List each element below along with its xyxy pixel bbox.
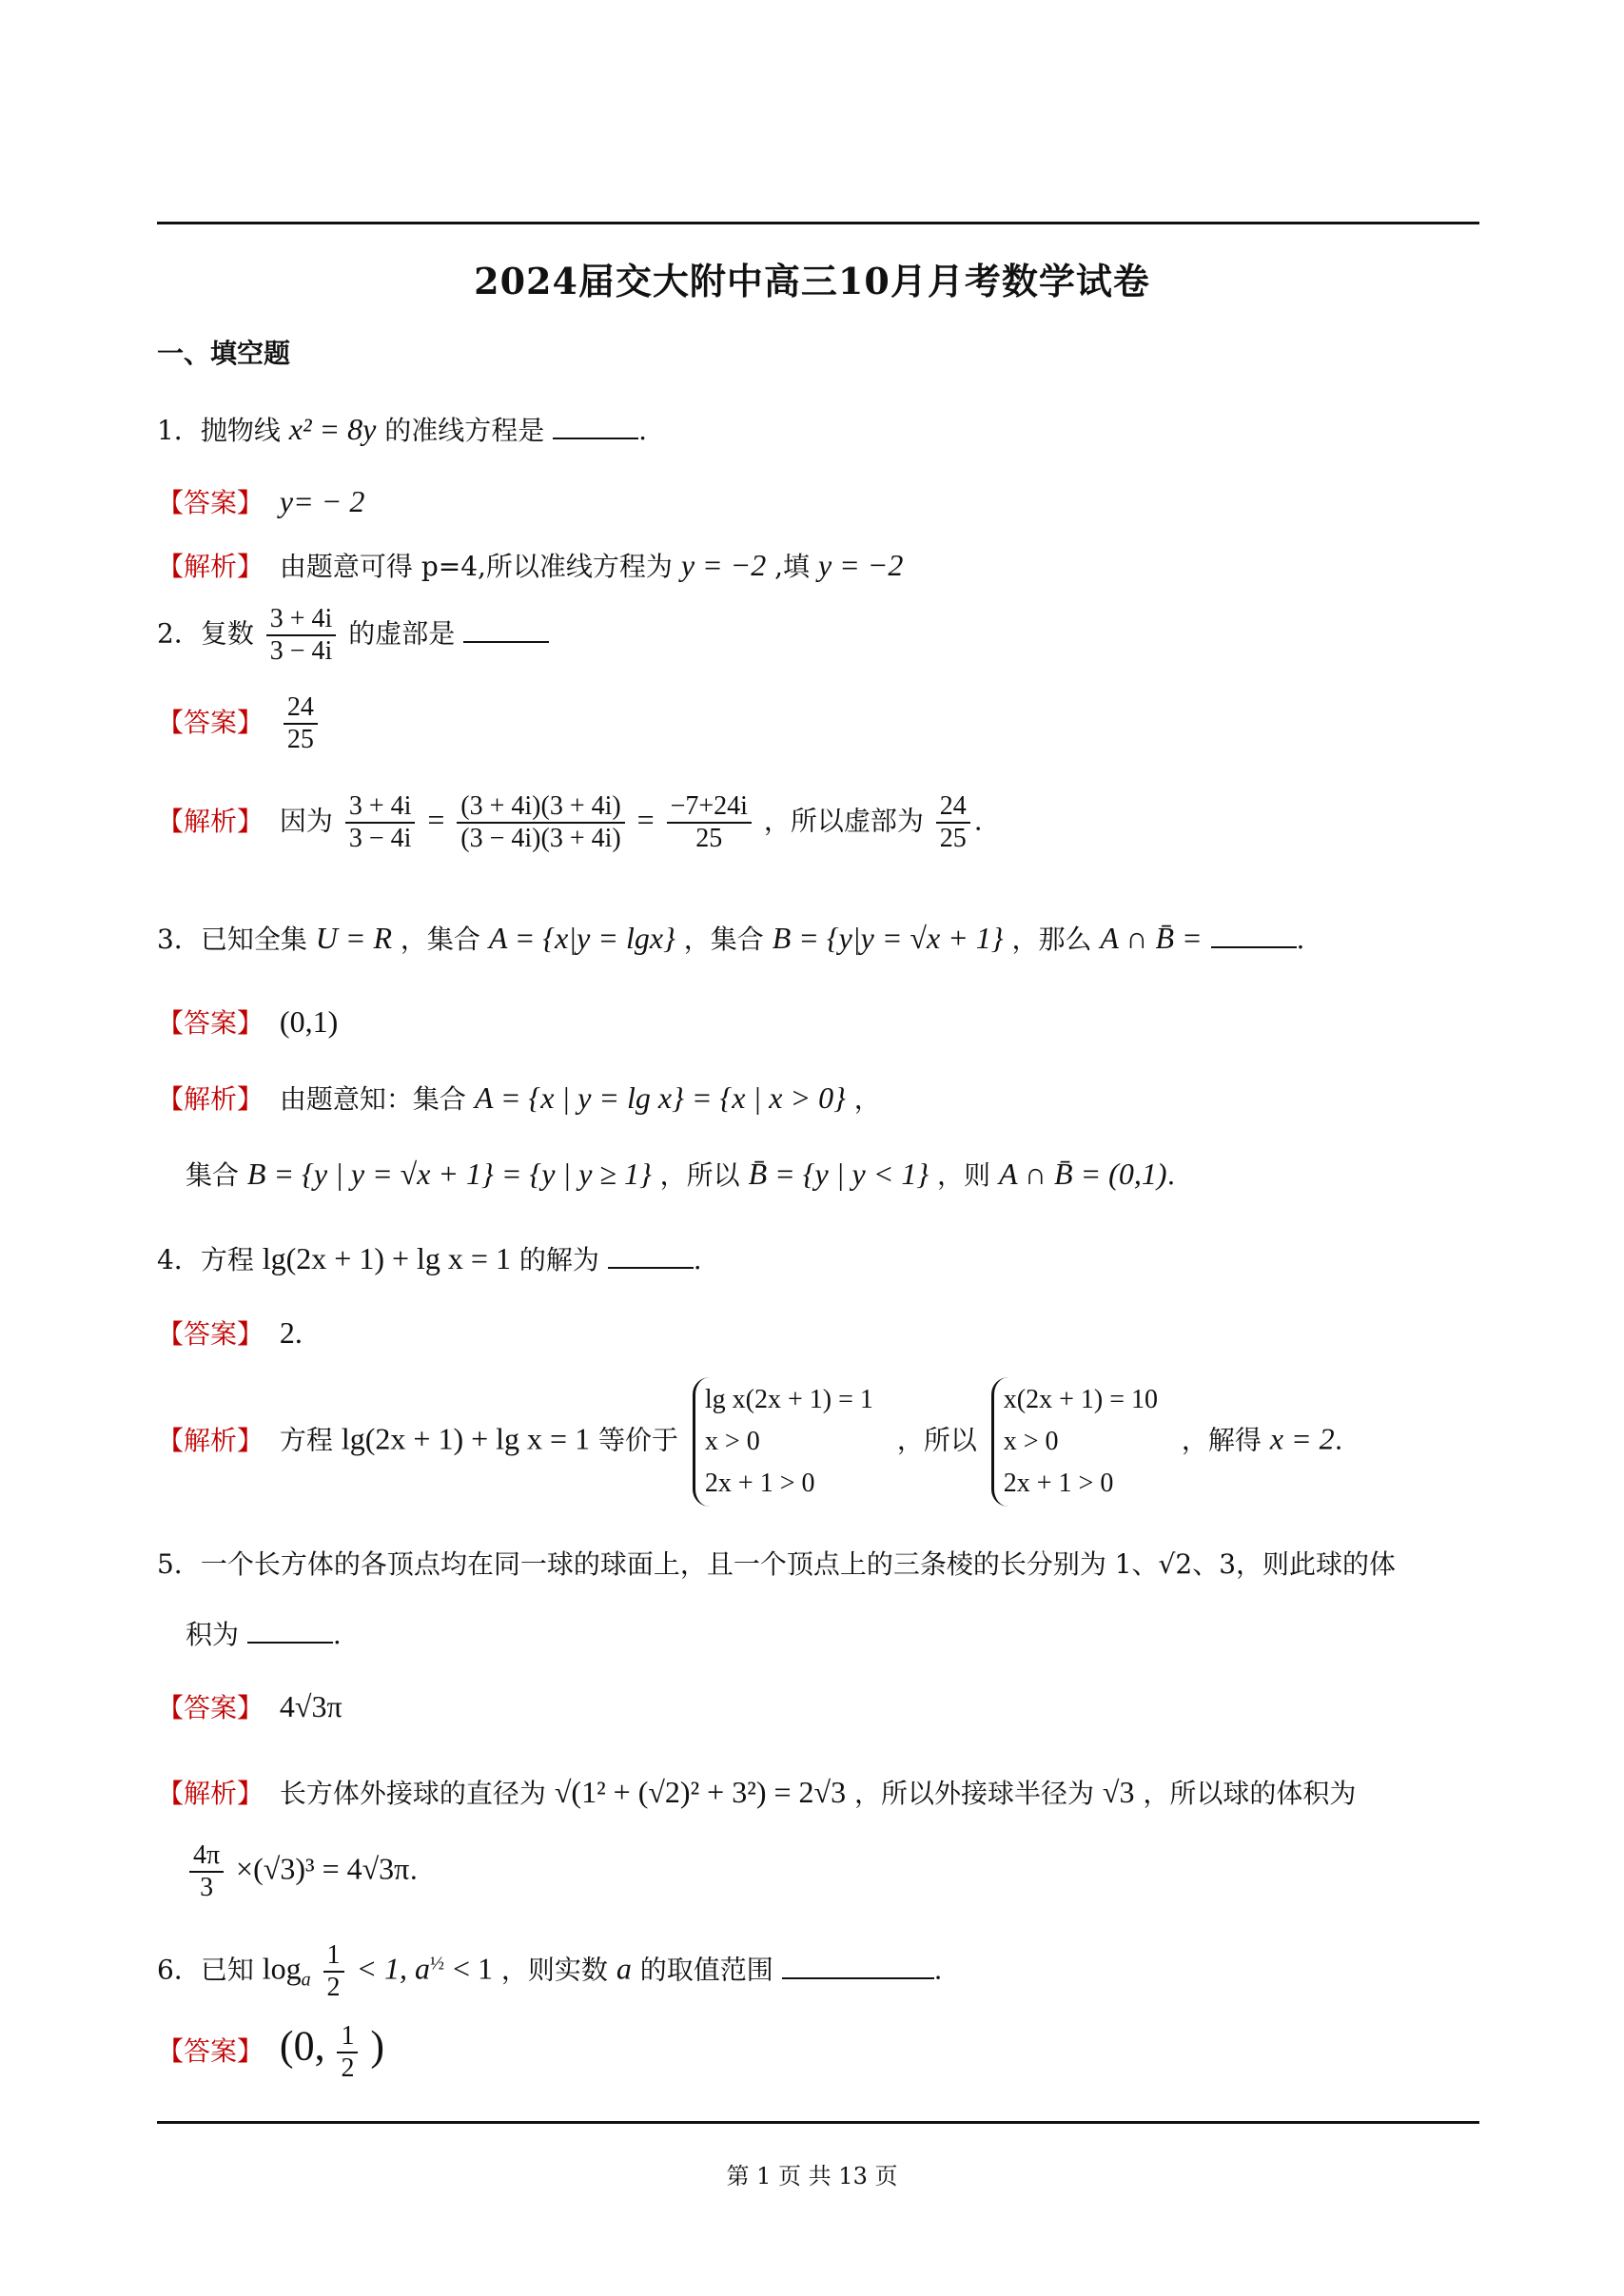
q1-analysis <box>157 547 903 583</box>
q5-analysis-m1: √(1² + (√2)² + 3²) = 2√3 <box>554 1775 847 1809</box>
frac-den: 2 <box>341 2053 355 2084</box>
q4-text-a: 4．方程 <box>157 1244 254 1275</box>
q2-text-a: 2．复数 <box>157 617 254 650</box>
frac-den: 25 <box>695 824 723 854</box>
q4-analysis-a: 方程 <box>279 1424 333 1456</box>
q6-text-b: ，则实数 <box>500 1954 608 1986</box>
q5-line1: 5．一个长方体的各顶点均在同一球的球面上，且一个顶点上的三条棱的长分别为 1、√2、3，则此球的体 <box>157 1548 1397 1580</box>
q6-blank <box>782 1949 934 1979</box>
q3-analysis-line2 <box>186 1156 1175 1192</box>
frac-den: (3 − 4i)(3 + 4i) <box>460 824 621 854</box>
question-5-line2 <box>186 1613 342 1651</box>
q4-end2: . <box>1334 1424 1343 1456</box>
q4-analysis-m1: lg(2x + 1) + lg x = 1 <box>341 1421 591 1456</box>
q3-line2-m1: B = {y | y = √x + 1} = {y | y ≥ 1} <box>246 1157 652 1191</box>
q5-answer-value: 4√3π <box>279 1689 342 1723</box>
system-row: 2x + 1 > 0 <box>704 1469 815 1498</box>
q5-analysis-line2 <box>186 1840 418 1903</box>
analysis-tag: 【解析】 <box>157 805 264 837</box>
q5-line2-frac <box>189 1840 224 1903</box>
q1-answer-value: y= − 2 <box>279 484 365 518</box>
q2-frac-den: 3 − 4i <box>269 636 333 667</box>
q2-answer <box>157 692 322 755</box>
answer-tag: 【答案】 <box>157 706 264 738</box>
q2-analysis-frac-3 <box>667 791 752 854</box>
question-3 <box>157 918 1304 956</box>
answer-tag: 【答案】 <box>157 1007 264 1039</box>
frac-num: 1 <box>337 2021 358 2053</box>
q3-blank <box>1211 918 1297 948</box>
frac-num: 4π <box>189 1840 224 1873</box>
q1-analysis-m1: y = −2 <box>680 548 767 582</box>
q3-m1: U = R <box>315 921 392 955</box>
footer-rule <box>157 2121 1479 2124</box>
q2-analysis-frac-4 <box>936 791 970 854</box>
q3-analysis-m1: A = {x | y = lg x} = {x | x > 0} <box>474 1080 846 1115</box>
q5-analysis-c: ，所以球的体积为 <box>1143 1778 1357 1809</box>
q3-line2-c: ，则 <box>937 1159 991 1191</box>
q4-text-b: 的解为 <box>519 1244 599 1275</box>
q1-analysis-m2: y = −2 <box>817 548 904 582</box>
frac-num: 3 + 4i <box>345 791 416 824</box>
answer-tag: 【答案】 <box>157 487 264 518</box>
analysis-tag: 【解析】 <box>157 1083 264 1115</box>
q4-end: . <box>693 1244 702 1275</box>
q2-analysis-b: ，所以虚部为 <box>763 805 924 837</box>
q4-answer <box>157 1314 303 1351</box>
q3-line2-a: 集合 <box>186 1159 240 1191</box>
q2-answer-frac <box>284 692 318 755</box>
q6-frac <box>323 1940 344 2003</box>
q6-m2: a <box>616 1951 632 1986</box>
q3-answer <box>157 1003 338 1040</box>
q1-answer <box>157 483 364 519</box>
q6-answer-a: (0, <box>279 2022 325 2070</box>
q1-text-b: 的准线方程是 <box>384 415 545 446</box>
q1-analysis-b: ,填 <box>774 551 811 582</box>
q5-analysis <box>157 1774 1356 1810</box>
answer-tag: 【答案】 <box>157 2034 264 2067</box>
analysis-tag: 【解析】 <box>157 1778 264 1809</box>
q6-answer-frac <box>337 2021 358 2084</box>
q2-blank <box>463 613 549 643</box>
system-row: x(2x + 1) = 10 <box>1003 1385 1158 1414</box>
section-heading: 一、填空题 <box>157 338 291 369</box>
q1-text-a: 1．抛物线 <box>157 415 281 446</box>
q6-log-base: a <box>301 1969 311 1991</box>
question-6 <box>157 1940 943 2003</box>
q6-log: log <box>262 1951 302 1986</box>
q3-end: . <box>1296 924 1305 955</box>
q6-answer-b: ) <box>370 2022 385 2070</box>
frac-den: 25 <box>939 824 967 854</box>
q3-analysis-b: ， <box>853 1083 881 1115</box>
question-4 <box>157 1238 702 1276</box>
q1-blank <box>553 409 638 439</box>
q6-m1b: < 1, a <box>356 1951 431 1986</box>
q3-answer-value: (0,1) <box>279 1004 339 1039</box>
q6-end: . <box>933 1954 943 1986</box>
q4-analysis-c: ，所以 <box>896 1424 977 1456</box>
q2-answer-num: 24 <box>284 692 318 725</box>
q1-end: . <box>638 415 648 446</box>
q5-line2: 积为 <box>186 1619 240 1650</box>
answer-tag: 【答案】 <box>157 1692 264 1723</box>
q4-analysis <box>157 1377 1343 1507</box>
q2-analysis-frac-1 <box>345 791 416 854</box>
page-title: 2024届交大附中高三10月月考数学试卷 <box>474 260 1150 302</box>
frac-den: 3 <box>200 1873 214 1903</box>
q5-answer <box>157 1688 342 1724</box>
frac-num: 24 <box>936 791 970 824</box>
frac-num: −7+24i <box>667 791 752 824</box>
system-row: lg x(2x + 1) = 1 <box>704 1385 873 1414</box>
q5-line2-m: ×(√3)³ = 4√3π <box>236 1851 410 1886</box>
q2-analysis: 【解析】 因为 $\frac{3 + 4i}{3 - 4i}$ = $\frac{(3 + 4i)(3 + 4i)}{(3 - 4i)(3 + 4i)}$ = $\frac{-7+24i}{25}$ ，所以虚部为 $\frac{24}{25}$ . <box>157 791 983 854</box>
q3-line2-b: ，所以 <box>659 1159 740 1191</box>
q3-analysis <box>157 1080 881 1116</box>
frac-den: 2 <box>326 1973 341 2003</box>
question-2 <box>157 604 549 667</box>
q4-analysis-b: 等价于 <box>597 1424 678 1456</box>
header-rule <box>157 222 1479 224</box>
q6-m1c: < 1 <box>452 1951 493 1986</box>
q2-analysis-a: 因为 <box>279 805 333 837</box>
system-row: x > 0 <box>704 1427 760 1456</box>
q3-line2-m2: B̄ = {y | y < 1} <box>748 1157 929 1191</box>
q3-text-c: ，集合 <box>683 924 764 955</box>
analysis-tag: 【解析】 <box>157 551 264 582</box>
q6-text-c: 的取值范围 <box>639 1954 773 1986</box>
analysis-tag: 【解析】 <box>157 1424 264 1456</box>
frac-num: 1 <box>323 1940 344 1973</box>
q5-analysis-a: 长方体外接球的直径为 <box>279 1778 546 1809</box>
q2-analysis-frac-2 <box>457 791 624 854</box>
system-row: 2x + 1 > 0 <box>1003 1469 1114 1498</box>
q2-answer-den: 25 <box>286 725 314 755</box>
q3-line2-m3: A ∩ B̄ = (0,1) <box>998 1157 1167 1191</box>
q3-m4: A ∩ B̄ = <box>1100 921 1203 955</box>
q5-blank <box>247 1613 333 1644</box>
q1-analysis-a: 由题意可得 p=4,所以准线方程为 <box>279 551 673 582</box>
question-1 <box>157 409 647 447</box>
q4-system-2 <box>991 1377 1167 1507</box>
answer-tag: 【答案】 <box>157 1318 264 1350</box>
q4-answer-value: 2. <box>279 1315 303 1350</box>
q4-system-1 <box>693 1377 883 1507</box>
question-5 <box>157 1548 1396 1581</box>
frac-den: 3 − 4i <box>348 824 412 854</box>
q5-end: . <box>332 1619 342 1650</box>
q3-m3: B = {y|y = √x + 1} <box>772 921 1004 955</box>
q4-analysis-d: ，解得 <box>1181 1424 1262 1456</box>
frac-num: (3 + 4i)(3 + 4i) <box>457 791 624 824</box>
system-row: x > 0 <box>1003 1427 1059 1456</box>
q6-exponent: ½ <box>430 1953 445 1975</box>
q3-analysis-a: 由题意知：集合 <box>279 1083 466 1115</box>
q6-answer <box>157 2021 384 2084</box>
q3-text-a: 3．已知全集 <box>157 924 307 955</box>
q2-frac-num: 3 + 4i <box>266 604 337 636</box>
q3-line2-end: . <box>1166 1159 1176 1191</box>
q5-line2-end: . <box>409 1854 419 1886</box>
q3-text-b: ，集合 <box>400 924 480 955</box>
q4-analysis-m2: x = 2 <box>1269 1421 1335 1456</box>
q3-text-d: ，那么 <box>1011 924 1092 955</box>
q5-analysis-b: ，所以外接球半径为 <box>853 1778 1094 1809</box>
page-footer: 第 1 页 共 13 页 <box>726 2163 898 2189</box>
q5-analysis-m2: √3 <box>1102 1775 1135 1809</box>
q3-m2: A = {x|y = lgx} <box>488 921 675 955</box>
q1-math: x² = 8y <box>288 412 377 446</box>
q2-text-b: 的虚部是 <box>348 617 456 650</box>
q2-end: . <box>973 805 983 837</box>
q4-m1: lg(2x + 1) + lg x = 1 <box>262 1241 511 1275</box>
q4-blank <box>608 1238 694 1269</box>
q2-fraction <box>266 604 337 667</box>
q6-text-a: 6．已知 <box>157 1954 254 1986</box>
